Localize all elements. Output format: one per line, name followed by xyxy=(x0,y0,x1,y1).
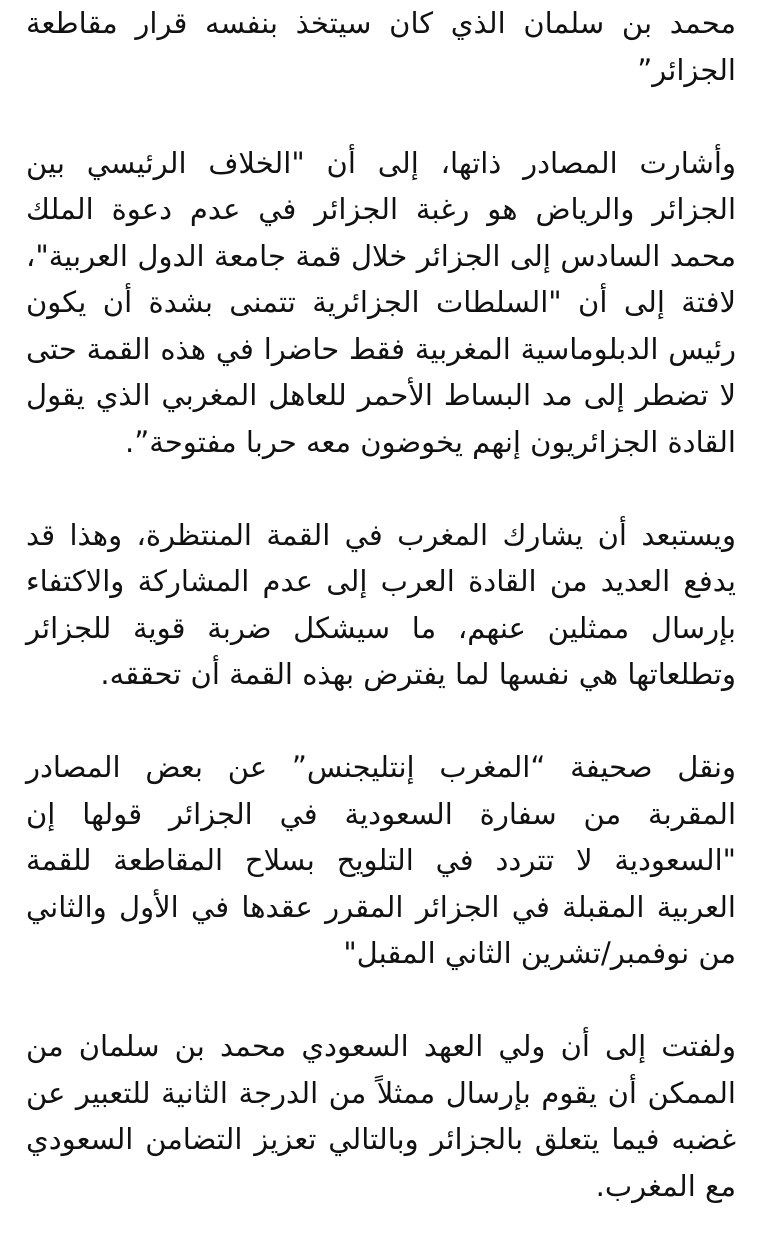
paragraph-3: ويستبعد أن يشارك المغرب في القمة المنتظرة، وهذا قد يدفع العديد من القادة العرب إلى عدم المشاركة والاكتفاء بإرسال ممثلين عنهم، ما سيشكل ضربة قوية للجزائر وتطلعاتها هي نفسها لما يفترض بهذه القمة أن تحققه. xyxy=(26,517,736,691)
paragraph-1: محمد بن سلمان الذي كان سيتخذ بنفسه قرار مقاطعة الجزائر” xyxy=(26,6,736,87)
article-body xyxy=(26,0,736,1256)
paragraph-4: ونقل صحيفة “المغرب إنتليجنس” عن بعض المصادر المقربة من سفارة السعودية في الجزائر قولها إن "السعودية لا تتردد في التلويح بسلاح المقاطعة للقمة العربية المقبلة في الجزائر المقرر عقدها في الأول والثاني من نوفمبر/تشرين الثاني المقبل" xyxy=(26,750,736,970)
paragraph-2: وأشارت المصادر ذاتها، إلى أن "الخلاف الرئيسي بين الجزائر والرياض هو رغبة الجزائر في عدم دعوة الملك محمد السادس إلى الجزائر خلال قمة جامعة الدول العربية"، لافتة إلى أن "السلطات الجزائرية تتمنى بشدة أن يكون رئيس الدبلوماسية المغربية فقط حاضرا في هذه القمة حتى لا تضطر إلى مد البساط الأحمر للعاهل المغربي الذي يقول القادة الجزائريون إنهم يخوضون معه حربا مفتوحة”. xyxy=(26,145,736,459)
paragraph-5: ولفتت إلى أن ولي العهد السعودي محمد بن سلمان من الممكن أن يقوم بإرسال ممثلاً من الدرجة الثانية للتعبير عن غضبه فيما يتعلق بالجزائر وبالتالي تعزيز التضامن السعودي مع المغرب. xyxy=(26,1029,736,1203)
